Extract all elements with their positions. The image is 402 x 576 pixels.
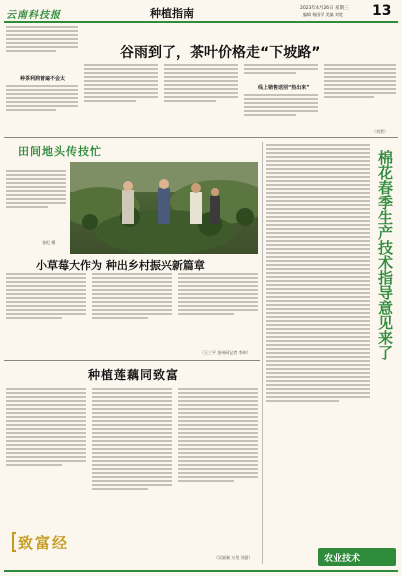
mid-section-rule	[4, 360, 260, 361]
masthead	[0, 0, 402, 22]
side-vertical-title: 棉花春季生产技术指导意见来了	[376, 150, 394, 360]
photo-caption-text	[6, 168, 66, 238]
top-article-col-4b	[244, 92, 318, 134]
side-column-text	[266, 142, 370, 532]
top-section-rule	[4, 137, 398, 138]
top-article-col-1b	[6, 83, 78, 135]
mid-article-credit: （王三平 金州网记者 李伟）	[200, 350, 251, 355]
bottom-headline: 种植莲藕同致富	[88, 368, 180, 382]
masthead-rule	[4, 21, 398, 23]
top-headline: 谷雨到了，茶叶价格走“下坡路”	[120, 45, 321, 61]
farm-photo	[70, 162, 258, 254]
section-title: 种植指南	[150, 7, 194, 20]
top-article-col-1	[6, 24, 78, 74]
mid-article-col-2	[92, 271, 172, 355]
mid-headline: 小草莓大作为 种出乡村振兴新篇章	[36, 259, 205, 272]
photo-caption-author: 张纪 摄	[42, 240, 56, 245]
top-article-col-5	[324, 62, 396, 128]
editor-line: 编辑 杨国学 美编 刘宽	[303, 12, 343, 17]
subhead-spring-tea: 种茶利润普遍不会太	[20, 76, 66, 82]
photo-title: 田间地头传技忙	[18, 145, 102, 158]
credit-right: （刘哲）	[372, 129, 388, 134]
nongye-jishu-logo	[318, 548, 396, 566]
zhi-fu-jing-logo-text: 致富经	[18, 534, 70, 552]
paper-name: 云南科技报	[6, 10, 61, 21]
top-article-col-2	[84, 62, 158, 134]
footer-rule	[4, 570, 398, 572]
zhi-fu-jing-logo	[12, 528, 82, 558]
logo-bracket-left	[12, 532, 16, 552]
subhead-summer-tea: 线上销售送别“热出来”	[258, 85, 310, 91]
date-line: 2023年4月26日 星期三	[300, 6, 349, 11]
bottom-article-credit: （吴丽秦 万昊 刘嘉）	[214, 555, 253, 560]
mid-article-col-1	[6, 271, 86, 355]
bottom-article-col-3	[178, 386, 258, 552]
nongye-jishu-logo-text: 农业技术	[324, 554, 361, 564]
bottom-article-col-2	[92, 386, 172, 564]
top-article-col-4a	[244, 62, 318, 82]
page-number: 13	[372, 3, 392, 19]
side-column-rule	[262, 142, 263, 564]
bottom-article-col-1	[6, 386, 86, 526]
top-article-col-3	[164, 62, 238, 134]
mid-article-col-3	[178, 271, 258, 347]
